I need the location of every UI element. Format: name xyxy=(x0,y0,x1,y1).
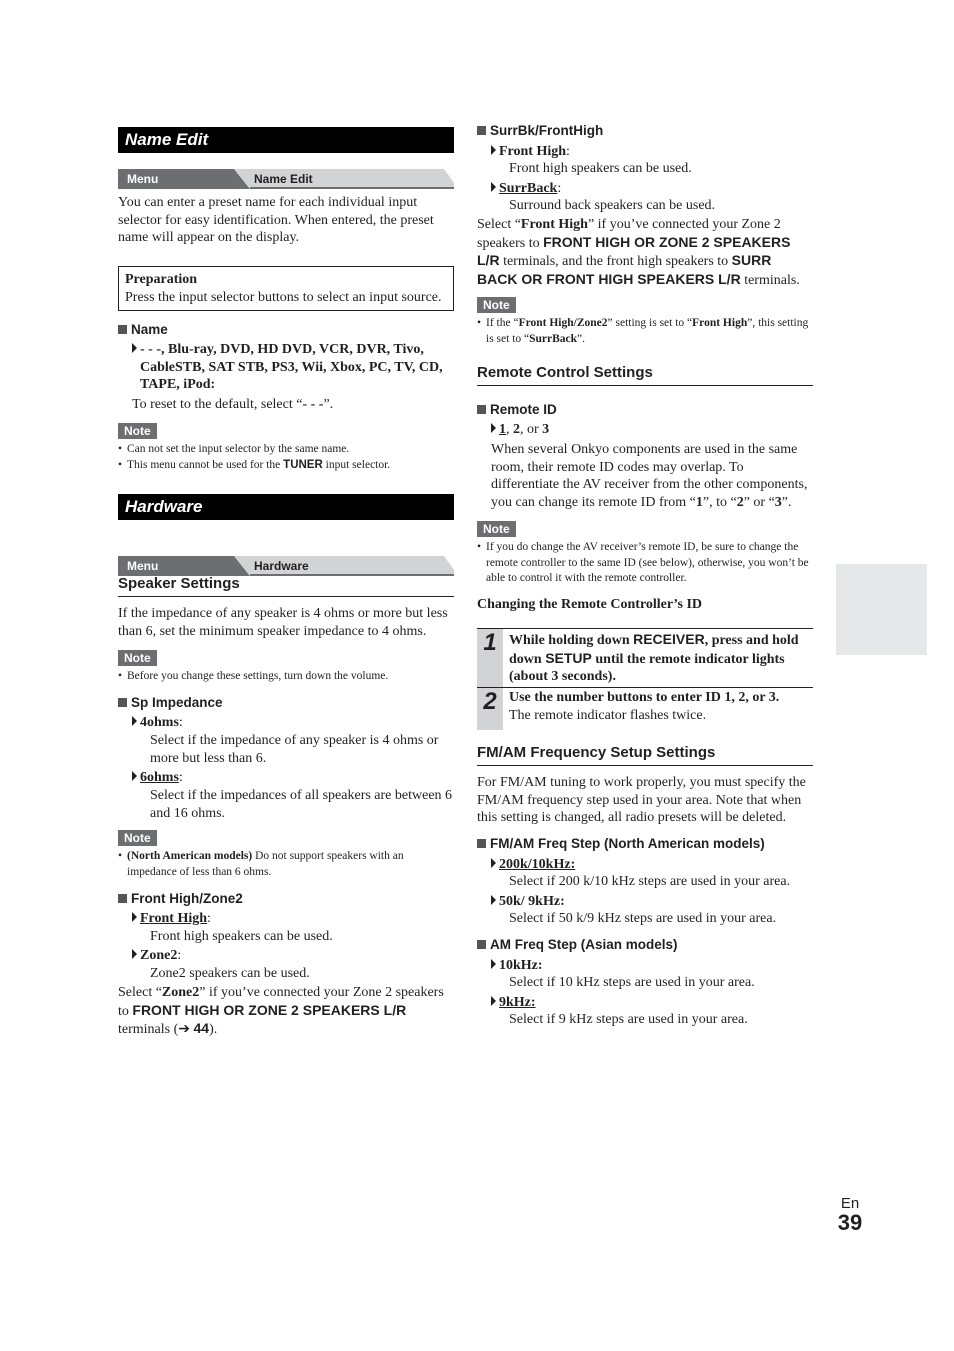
option-4ohms: 4ohms: xyxy=(132,714,454,732)
name-heading: Name xyxy=(118,322,454,337)
step-text: Use the number buttons to enter ID 1, 2, or 3. The remote indicator flashes twice. xyxy=(509,690,780,723)
remote-control-settings-title: Remote Control Settings xyxy=(477,364,813,386)
option-50k: 50k/ 9kHz: xyxy=(491,893,813,911)
step-2 xyxy=(477,687,813,730)
step-number: 2 xyxy=(477,688,503,730)
preparation-title: Preparation xyxy=(125,272,198,287)
name-edit-heading xyxy=(118,127,454,153)
remote-id-note: • If you do change the AV receiver’s remote ID, be sure to change the remote controller to the same ID (see below), otherwise, you won’t be able to control it with the remote controller. xyxy=(477,541,809,584)
page-number xyxy=(820,1195,880,1234)
remote-id-heading: Remote ID xyxy=(477,402,813,417)
sp-impedance-heading: Sp Impedance xyxy=(118,695,454,710)
surrbk-fronthigh-heading: SurrBk/FrontHigh xyxy=(477,123,813,138)
option-10k: 10kHz: xyxy=(491,957,813,975)
option-50k-desc: Select if 50 k/9 kHz steps are used in your area. xyxy=(509,911,777,926)
note-badge: Note xyxy=(118,649,454,667)
option-zone2: Zone2: xyxy=(132,947,454,965)
arrow-bullet-icon xyxy=(491,423,496,433)
square-bullet-icon xyxy=(118,698,127,707)
note-badge: Note xyxy=(477,520,813,538)
square-bullet-icon xyxy=(477,405,486,414)
square-bullet-icon xyxy=(118,894,127,903)
hardware-menu-path xyxy=(118,556,454,576)
language-label: En xyxy=(840,1195,860,1212)
arrow-bullet-icon xyxy=(491,959,496,969)
note-badge: Note xyxy=(477,296,813,314)
remote-id-desc: When several Onkyo components are used in the same room, their remote ID codes may overlap. To differentiate the AV receiver from the other components, you can change its remote ID from “1”, to “2” or “3”. xyxy=(491,442,808,510)
arrow-bullet-icon xyxy=(491,182,496,192)
name-options: - - -, Blu-ray, DVD, HD DVD, VCR, DVR, Tivo, CableSTB, SAT STB, PS3, Wii, Xbox, PC, TV, CD, TAPE, iPod: xyxy=(132,341,454,394)
arrow-bullet-icon xyxy=(132,716,137,726)
surr-select-text: Select “Front High” if you’ve connected your Zone 2 speakers to FRONT HIGH OR ZONE 2 SPEAKERS L/R terminals, and the front high speakers to SURR BACK OR FRONT HIGH SPEAKERS L/R terminals. xyxy=(477,217,800,288)
menu-label: Menu xyxy=(127,559,159,573)
arrow-bullet-icon xyxy=(132,912,137,922)
left-column xyxy=(118,0,454,1038)
step-1 xyxy=(477,628,813,688)
preparation-box xyxy=(118,266,454,311)
option-6ohms: 6ohms: xyxy=(132,769,454,787)
square-bullet-icon xyxy=(118,325,127,334)
fm-am-freq-step-heading: FM/AM Freq Step (North American models) xyxy=(477,836,813,851)
arrow-bullet-icon xyxy=(491,895,496,905)
remote-id-options: 1, 2, or 3 xyxy=(491,421,813,439)
option-front-high: Front High: xyxy=(491,143,813,161)
option-front-high: Front High: xyxy=(132,910,454,928)
page-number-value: 39 xyxy=(837,1210,863,1235)
note-badge: Note xyxy=(118,422,454,440)
step-text: While holding down RECEIVER, press and hold down SETUP until the remote indicator lights (about 3 seconds). xyxy=(509,631,799,685)
option-4ohms-desc: Select if the impedance of any speaker is 4 ohms or more but less than 6. xyxy=(150,733,439,766)
name-edit-menu-path xyxy=(118,169,454,189)
zone2-select-text: Select “Zone2” if you’ve connected your Zone 2 speakers to FRONT HIGH OR ZONE 2 SPEAKERS L/R terminals (➔ 44). xyxy=(118,985,444,1038)
volume-note: • Before you change these settings, turn down the volume. xyxy=(118,670,389,682)
section-title: Name Edit xyxy=(125,130,209,149)
page-ref-link[interactable]: 44 xyxy=(193,1020,210,1037)
option-10k-desc: Select if 10 kHz steps are used in your area. xyxy=(509,975,755,990)
option-front-high-desc: Front high speakers can be used. xyxy=(150,929,333,944)
square-bullet-icon xyxy=(477,839,486,848)
speaker-intro: If the impedance of any speaker is 4 ohms or more but less than 6, set the minimum speaker impedance to 4 ohms. xyxy=(118,606,448,639)
arrow-bullet-icon xyxy=(491,858,496,868)
am-freq-step-heading: AM Freq Step (Asian models) xyxy=(477,937,813,952)
menu-crumb: Name Edit xyxy=(254,172,313,186)
speaker-settings-title: Speaker Settings xyxy=(118,575,454,597)
option-200k-desc: Select if 200 k/10 kHz steps are used in your area. xyxy=(509,874,791,889)
menu-crumb: Hardware xyxy=(254,559,309,573)
step-number: 1 xyxy=(477,629,503,688)
option-200k: 200k/10kHz: xyxy=(491,856,813,874)
front-high-zone2-heading: Front High/Zone2 xyxy=(118,891,454,906)
menu-label: Menu xyxy=(127,172,159,186)
changing-remote-id-title: Changing the Remote Controller’s ID xyxy=(477,597,703,612)
hardware-heading xyxy=(118,494,454,520)
square-bullet-icon xyxy=(477,126,486,135)
name-edit-notes: • Can not set the input selector by the same name. • This menu cannot be used for the TUNER input selector. xyxy=(118,443,391,471)
option-6ohms-desc: Select if the impedances of all speakers are between 6 and 16 ohms. xyxy=(150,788,453,821)
arrow-bullet-icon xyxy=(491,145,496,155)
option-surrback-desc: Surround back speakers can be used. xyxy=(509,198,716,213)
option-front-high-desc: Front high speakers can be used. xyxy=(509,161,692,176)
section-title: Hardware xyxy=(125,497,203,516)
name-edit-intro: You can enter a preset name for each individual input selector for easy identification. When entered, the preset name will appear on the display. xyxy=(118,195,434,246)
preparation-text: Press the input selector buttons to select an input source. xyxy=(125,289,442,305)
arrow-bullet-icon xyxy=(132,343,137,353)
side-tab xyxy=(836,564,927,655)
fm-am-settings-title: FM/AM Frequency Setup Settings xyxy=(477,744,813,766)
arrow-bullet-icon xyxy=(132,771,137,781)
arrow-bullet-icon xyxy=(491,996,496,1006)
surr-note: • If the “Front High/Zone2” setting is set to “Front High”, this setting is set to “SurrBack”. xyxy=(477,317,809,345)
na-impedance-note: • (North American models) Do not support speakers with an impedance of less than 6 ohms. xyxy=(118,850,404,878)
option-9k: 9kHz: xyxy=(491,994,813,1012)
page-ref-arrow-icon: ➔ xyxy=(178,1022,190,1038)
note-badge: Note xyxy=(118,829,454,847)
option-zone2-desc: Zone2 speakers can be used. xyxy=(150,966,310,981)
option-9k-desc: Select if 9 kHz steps are used in your area. xyxy=(509,1012,748,1027)
arrow-bullet-icon xyxy=(132,949,137,959)
square-bullet-icon xyxy=(477,940,486,949)
fm-am-intro: For FM/AM tuning to work properly, you must specify the FM/AM frequency step used in your area. Note that when this setting is changed, all radio presets will be deleted. xyxy=(477,775,806,826)
option-surrback: SurrBack: xyxy=(491,180,813,198)
reset-text: To reset to the default, select “- - -”. xyxy=(132,397,334,412)
